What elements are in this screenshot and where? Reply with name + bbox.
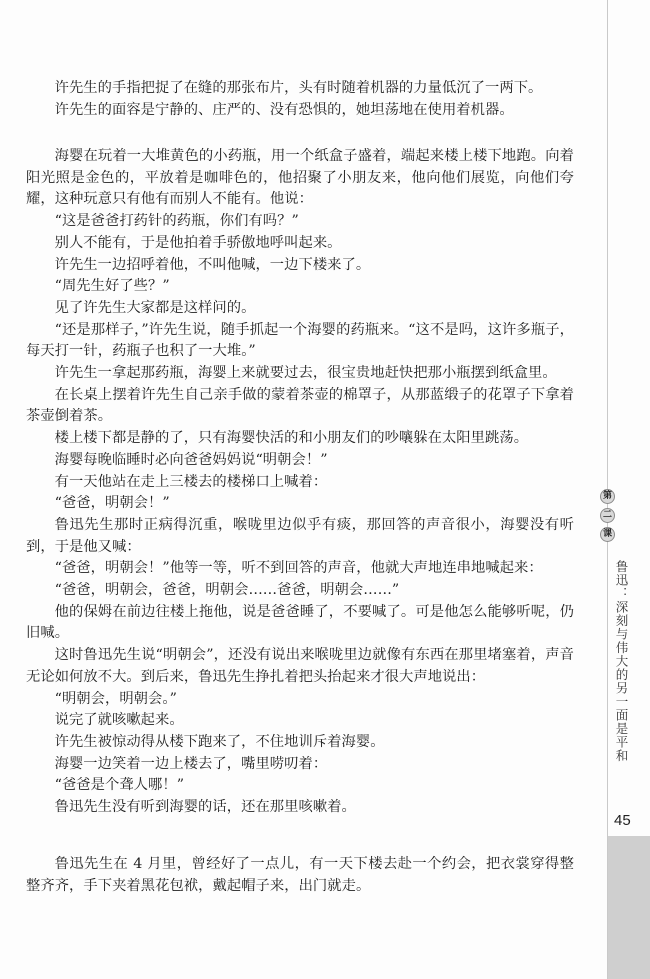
paragraph: 楼上楼下都是静的了，只有海婴快活的和小朋友们的吵嚷躲在太阳里跳荡。 <box>54 430 529 447</box>
paragraph: “爸爸，明朝会！”他等一等，听不到回答的声音，他就大声地连串地喊起来： <box>54 560 543 577</box>
paragraph: “爸爸，明朝会！” <box>54 495 170 512</box>
text-block-2 <box>26 146 574 819</box>
paragraph: “周先生好了些？” <box>54 278 170 295</box>
lesson-badge-group <box>600 489 616 546</box>
paragraph: “爸爸是个聋人哪！” <box>54 777 185 794</box>
paragraph: 许先生的手指把捉了在缝的那张布片，头有时随着机器的力量低沉了一两下。 <box>54 80 543 96</box>
paragraph: 许先生被惊动得从楼下跑来了，不住地训斥着海婴。 <box>54 733 385 750</box>
paragraph: “爸爸，明朝会，爸爸，明朝会……爸爸，明朝会……” <box>54 582 400 599</box>
paragraph: 见了许先生大家都是这样问的。 <box>54 299 256 316</box>
page-number: 45 <box>614 812 631 829</box>
paragraph: 海婴一边笑着一边上楼去了，嘴里唠叨着： <box>54 755 328 772</box>
paragraph: 说完了就咳嗽起来。 <box>54 712 184 729</box>
paragraph: 许先生一边招呼着他，不叫他喊，一边下楼来了。 <box>54 256 371 273</box>
paragraph: 在长桌上摆着许先生自己亲手做的蒙着茶壶的棉罩子，从那蓝缎子的花罩子下拿着茶壶倒着茶。 <box>26 386 574 425</box>
paragraph: “明朝会，明朝会。” <box>54 690 177 707</box>
paragraph: 他的保姆在前边往楼上拖他，说是爸爸睡了，不要喊了。可是他怎么能够听呢，仍旧喊。 <box>26 603 574 642</box>
paragraph: 海婴在玩着一大堆黄色的小药瓶，用一个纸盒子盛着，端起来楼上楼下地跑。向着阳光照是金色的，平放着是咖啡色的，他招聚了小朋友来，他向他们展览，向他们夸耀，这种玩意只有他有而别人不能有。他说： <box>26 148 574 208</box>
lesson-badge-circle: 二 <box>600 508 615 523</box>
lesson-badge-circle: 课 <box>600 527 615 542</box>
section-title-vertical: 鲁迅：深刻与伟大的另一面是平和 <box>614 560 629 763</box>
paragraph: 鲁迅先生没有听到海婴的话，还在那里咳嗽着。 <box>54 799 356 816</box>
lesson-badge-circle: 第 <box>600 489 615 504</box>
paragraph: 许先生一拿起那药瓶，海婴上来就要过去，很宝贵地赶快把那小瓶摆到纸盒里。 <box>54 365 557 382</box>
thumb-tab <box>608 836 650 979</box>
paragraph: 鲁迅先生在 4 月里，曾经好了一点儿，有一天下楼去赴一个约会，把衣裳穿得整整齐齐，手下夹着黑花包袱，戴起帽子来，出门就走。 <box>26 856 574 894</box>
paragraph: 别人不能有，于是他拍着手骄傲地呼叫起来。 <box>54 234 342 251</box>
paragraph: 许先生的面容是宁静的、庄严的、没有恐惧的，她坦荡地在使用着机器。 <box>54 101 514 118</box>
paragraph: 有一天他站在走上三楼去的楼梯口上喊着： <box>54 473 328 490</box>
paragraph: “还是那样子，”许先生说，随手抓起一个海婴的药瓶来。“这不是吗，这许多瓶子，每天打一针，药瓶子也积了一大堆。” <box>26 321 574 360</box>
paragraph: 这时鲁迅先生说“明朝会”，还没有说出来喉咙里边就像有东西在那里堵塞着，声音无论如何放不大。到后来，鲁迅先生挣扎着把头抬起来才很大声地说出： <box>26 647 574 685</box>
paragraph: 海婴每晚临睡时必向爸爸妈妈说“明朝会！” <box>54 451 328 468</box>
paragraph: 鲁迅先生那时正病得沉重，喉咙里边似乎有痰，那回答的声音很小，海婴没有听到，于是他又喊： <box>26 516 574 555</box>
paragraph: “这是爸爸打药针的药瓶，你们有吗？” <box>54 213 299 230</box>
text-block-3 <box>26 854 574 897</box>
text-block-1 <box>26 78 574 121</box>
